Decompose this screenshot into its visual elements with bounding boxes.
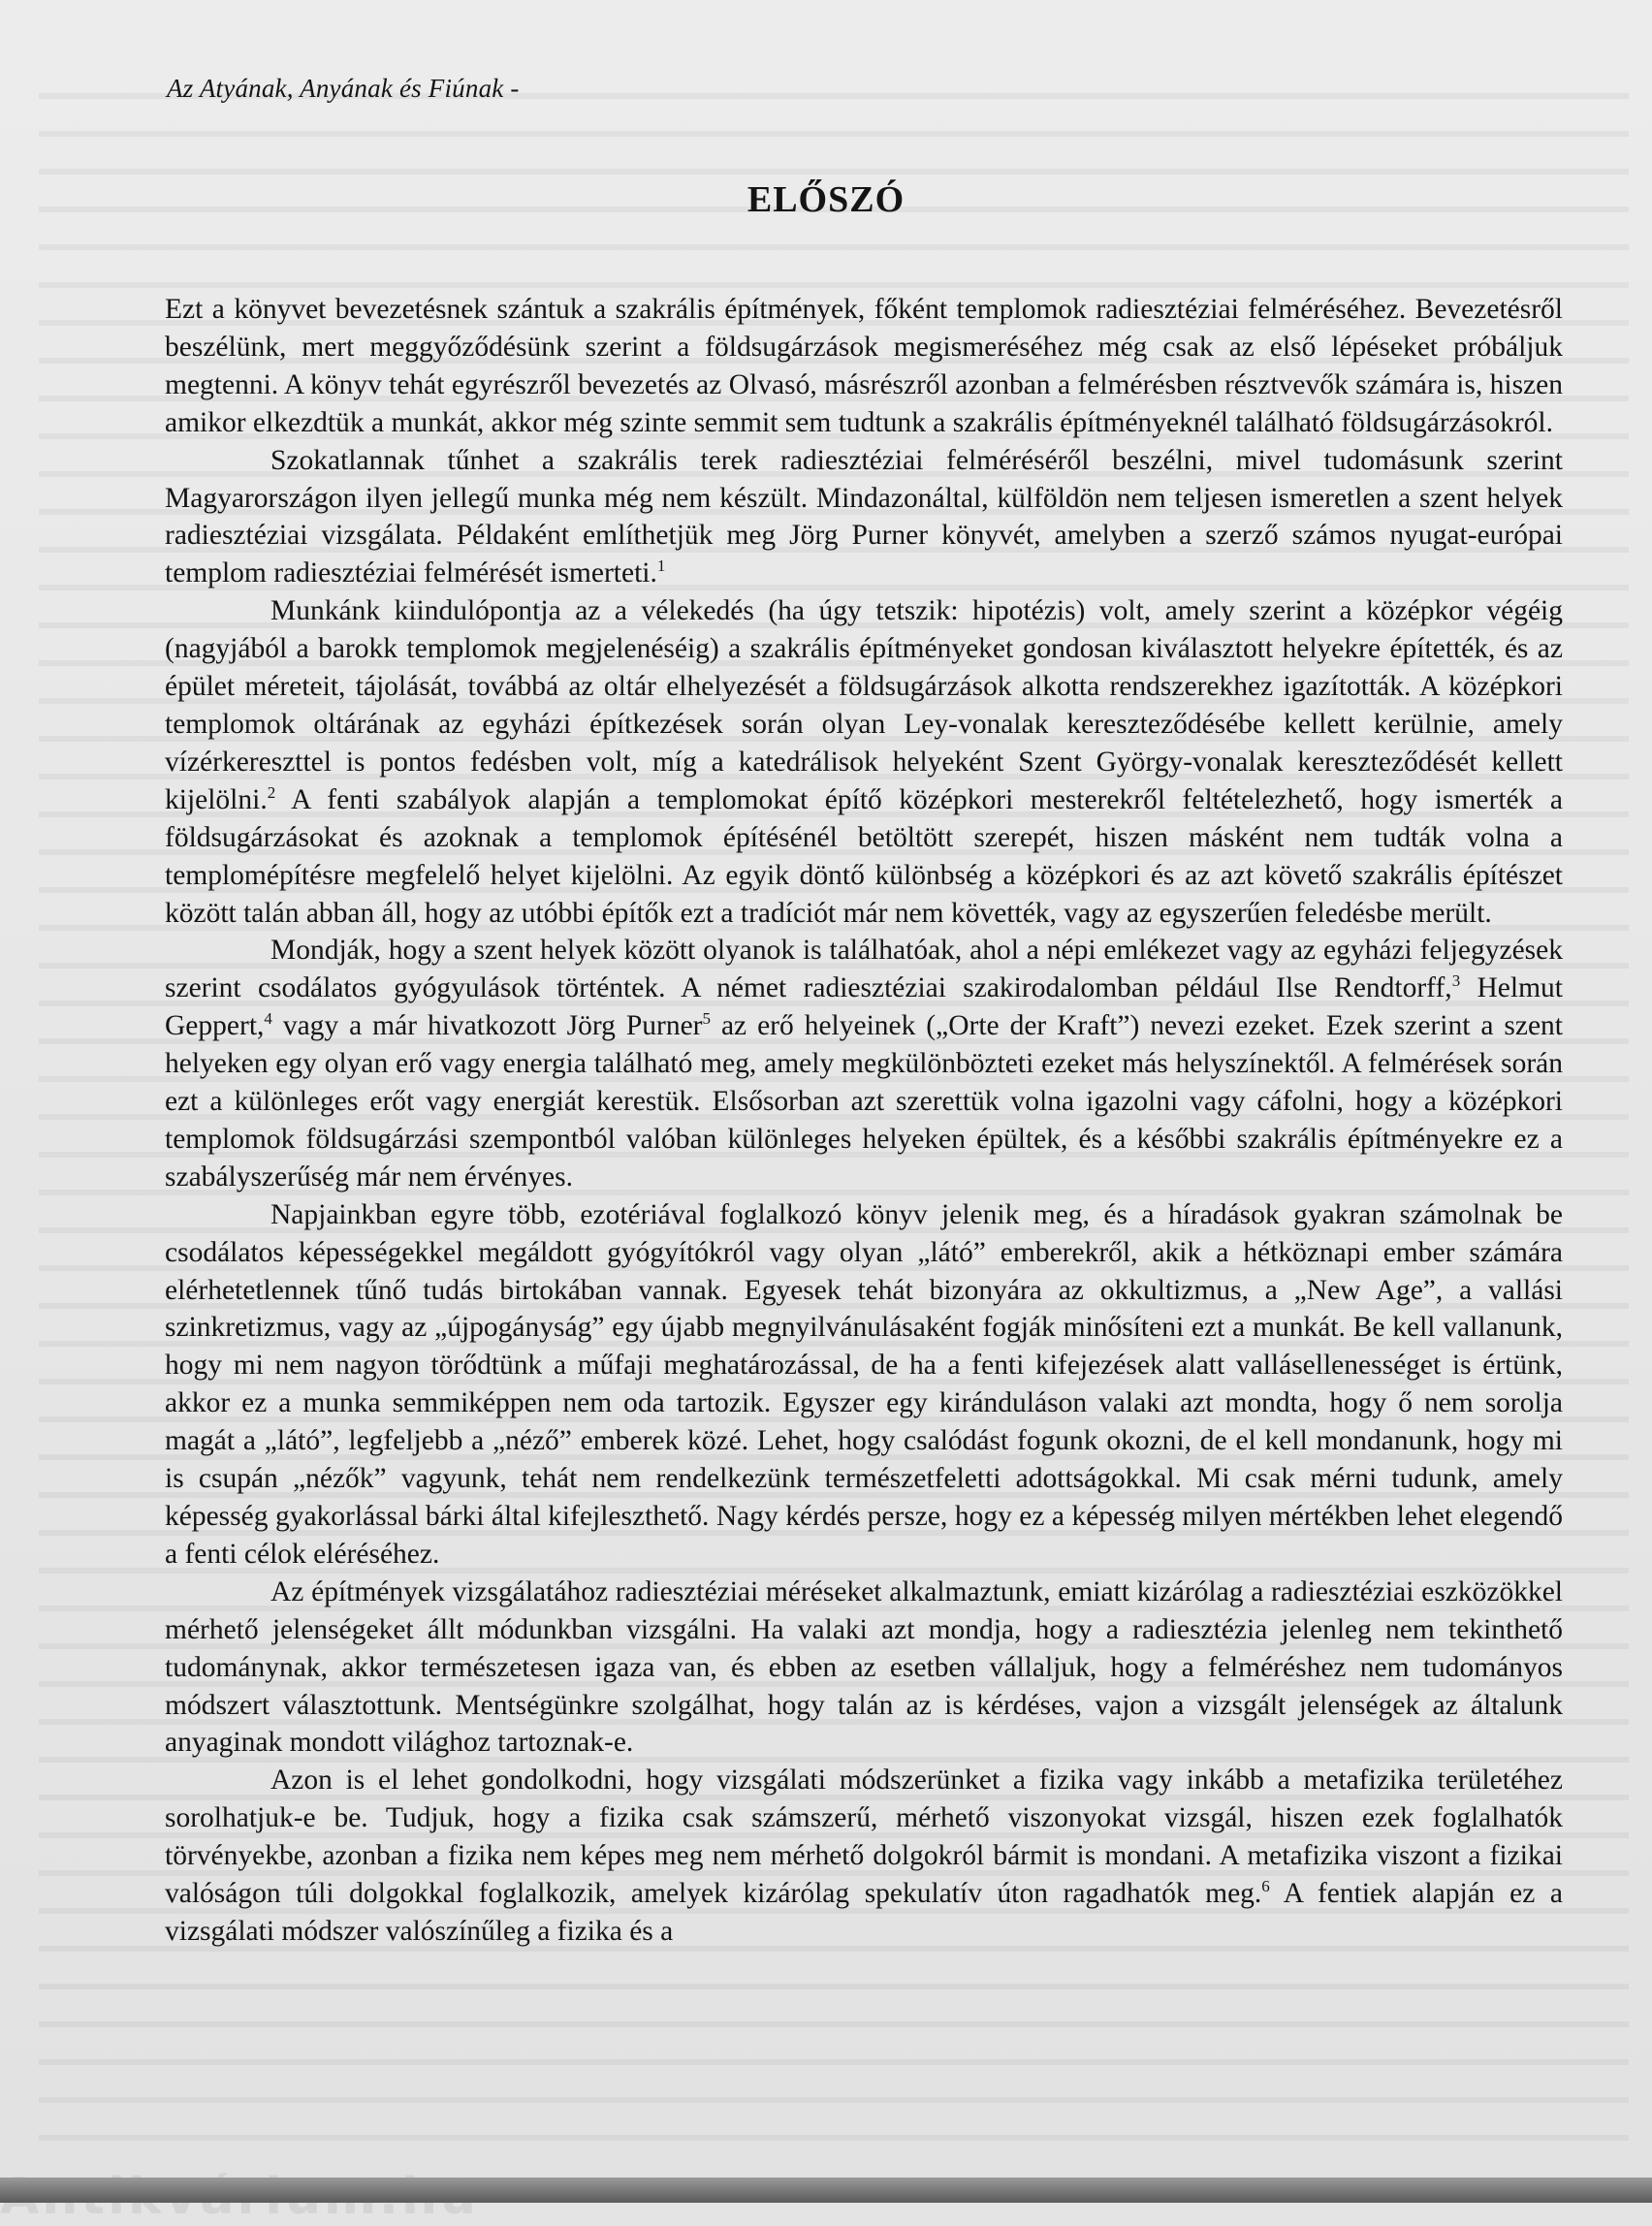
paragraph-7-text-b: A fentiek alapján ez a vizsgálati módszer valószínűleg a fizika és a (165, 1878, 1564, 1947)
paragraph-6-text: Az építmények vizsgálatához radiesztéziai méréseket alkalmaztunk, emiatt kizárólag a radiesztéziai eszközökkel mérhető jelenségeket állt módunkban vizsgálni. Ha valaki azt mondja, hogy a radiesztézia jelenleg nem tekinthető tudománynak, akkor természetesen igaza van, és ebben az esetben vállaljuk, hogy a felméréshez nem tudományos módszert választottunk. Mentségünkre szolgálhat, hogy talán az is kérdéses, vajon a vizsgált jelenségek az általunk anyaginak mondott világhoz tartoznak-e. (165, 1575, 1563, 1759)
footnote-ref-5: 5 (702, 1009, 711, 1029)
paragraph-4 (165, 932, 1563, 1195)
paragraph-7-text-a: Azon is el lehet gondolkodni, hogy vizsgálati módszerünket a fizika vagy inkább a metafizika területéhez sorolhatjuk-e be. Tudjuk, hogy a fizika csak számszerű, mérhető viszonyokat vizsgál, hiszen ezek foglalhatók törvényekbe, azonban a fizika nem képes meg nem mérhető dolgokról bármit is mondani. A metafizika viszont a fizikai valóságon túli dolgokkal foglalkozik, amelyek kizárólag spekulatív úton ragadhatók meg. (165, 1765, 1563, 1910)
paragraph-4-text-b: Helmut Geppert, (165, 972, 1563, 1042)
page-title: ELŐSZÓ (747, 179, 905, 220)
paragraph-7 (165, 1762, 1563, 1951)
paragraph-2 (165, 442, 1563, 593)
paragraph-3-text-b: A fenti szabályok alapján a templomokat építő középkori mesterekről feltételezhető, hogy ismerték a földsugárzásokat és azoknak a templomok építésénél betöltött szerepét, hiszen másként nem tudták volna a templomépítésre megfelelő helyet kijelölni. Az egyik döntő különbség a középkori és az azt követő szakrális építészet között talán abban áll, hogy az utóbbi építők ezt a tradíciót már nem követték, vagy az egyszerűen feledésbe merült. (165, 783, 1563, 929)
scan-edge-shadow (0, 2178, 1652, 2203)
paragraph-1-text: Ezt a könyvet bevezetésnek szántuk a szakrális építmények, főként templomok radiesztéziai felméréséhez. Bevezetésről beszélünk, mert meggyőződésünk szerint a földsugárzások megismeréséhez még csak az első lépéseket próbáljuk megtenni. A könyv tehát egyrészről bevezetés az Olvasó, másrészről azonban a felmérésben résztvevők számára is, hiszen amikor elkezdtük a munkát, akkor még szinte semmit sem tudtunk a szakrális építményeknél található földsugárzásokról. (165, 294, 1563, 438)
paragraph-3 (165, 592, 1563, 932)
paragraph-5 (165, 1196, 1563, 1574)
footnote-ref-3: 3 (1451, 971, 1461, 991)
paragraph-4-text-a: Mondják, hogy a szent helyek között olyanok is találhatóak, ahol a népi emlékezet vagy az egyházi feljegyzések szerint csodálatos gyógyulások történtek. A német radiesztéziai szakirodalomban például Ilse Rendtorff, (165, 935, 1563, 1004)
footnote-ref-1: 1 (656, 556, 666, 576)
paragraph-2-text: Szokatlannak tűnhet a szakrális terek radiesztéziai felméréséről beszélni, mivel tudomásunk szerint Magyarországon ilyen jellegű munka még nem készült. Mindazonáltal, külföldön nem teljesen ismeretlen a szent helyek radiesztéziai vizsgálata. Példaként említhetjük meg Jörg Purner könyvét, amelyben a szerző számos nyugat-európai templom radiesztéziai felmérését ismerteti. (165, 444, 1563, 589)
paragraph-1 (165, 291, 1563, 442)
footnote-ref-6: 6 (1261, 1877, 1270, 1896)
paragraph-5-text: Napjainkban egyre több, ezotériával foglalkozó könyv jelenik meg, és a híradások gyakran számolnak be csodálatos képességekkel megáldott gyógyítókról vagy olyan „látó” emberekről, akik a hétköznapi ember számára elérhetetlennek tűnő tudás birtokában vannak. Egyesek tehát bizonyára az okkultizmus, a „New Age”, a vallási szinkretizmus, vagy az „újpogányság” egy újabb megnyilvánulásaként fogják minősíteni ezt a munkát. Be kell vallanunk, hogy mi nem nagyon törődtünk a műfaji meghatározással, de ha a fenti kifejezések alatt vallásellenességet is értünk, akkor ez a munka semmiképpen nem oda tartozik. Egyszer egy kiránduláson valaki azt mondta, hogy ő nem sorolja magát a „látó”, legfeljebb a „néző” emberek közé. Lehet, hogy csalódást fogunk okozni, de el kell mondanunk, hogy mi is csupán „nézők” vagyunk, tehát nem rendelkezünk természetfeletti adottságokkal. Mi csak mérni tudunk, amely képesség gyakorlással bárki által kifejleszthető. Nagy kérdés persze, hogy ez a képesség milyen mértékben lehet elegendő a fenti célok eléréséhez. (165, 1198, 1563, 1570)
paragraph-4-text-c: vagy a már hivatkozott Jörg Purner (271, 1010, 703, 1042)
body-text (165, 291, 1563, 1951)
paragraph-6 (165, 1574, 1563, 1763)
footnote-ref-2: 2 (267, 782, 276, 802)
paragraph-4-text-d: az erő helyeinek („Orte der Kraft”) nevezi ezeket. Ezek szerint a szent helyeken egy olyan erő vagy energia található meg, amely megkülönbözteti ezeket más helyszínektől. A felmérések során ezt a különleges erőt vagy energiát kerestük. Elsősorban azt szerettük volna igazolni vagy cáfolni, hogy a középkori templomok földsugárzási szempontból valóban különleges helyeken épültek, és a későbbi szakrális építményekre ez a szabályszerűség már nem érvényes. (165, 1010, 1563, 1192)
running-head: Az Atyának, Anyának és Fiúnak - (167, 74, 520, 103)
footnote-ref-4: 4 (264, 1009, 272, 1029)
paragraph-3-text-a: Munkánk kiindulópontja az a vélekedés (ha úgy tetszik: hipotézis) volt, amely szerint a középkor végéig (nagyjából a barokk templomok megjelenéséig) a szakrális építményeket gondosan kiválasztott helyekre építették, és az épület méreteit, tájolását, továbbá az oltár elhelyezését a földsugárzások alkotta rendszerekhez igazították. A középkori templomok oltárának az egyházi építkezések során olyan Ley-vonalak kereszteződésébe kellett kerülnie, amely vízérkereszttel is pontos fedésben volt, míg a katedrálisok helyeként Szent György-vonalak kereszteződését kellett kijelölni. (165, 595, 1563, 815)
